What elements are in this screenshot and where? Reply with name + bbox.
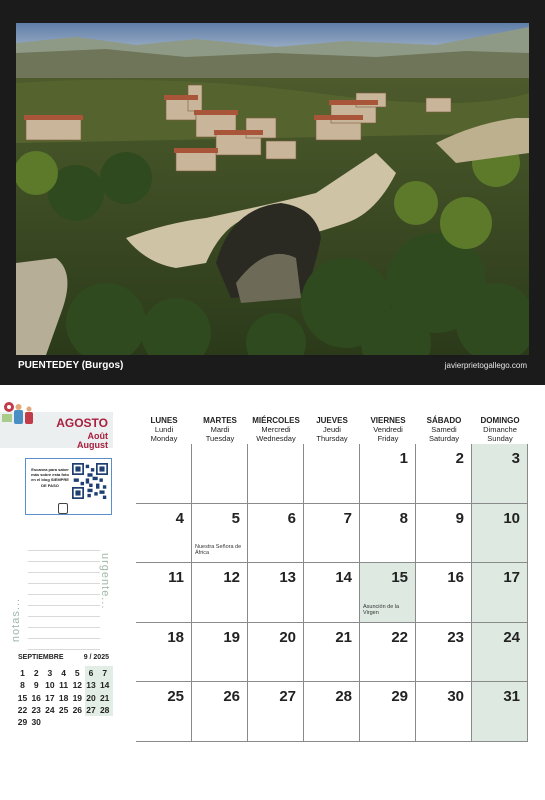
landscape-photo <box>16 23 529 355</box>
mini-calendar-day: 2 <box>33 668 39 678</box>
qr-instructions: Escanea para saber más sobre esta foto en el blog SIEMPRE DE PASO <box>31 467 69 488</box>
mini-calendar-day: 26 <box>72 704 83 715</box>
day-cell[interactable] <box>136 682 192 742</box>
month-name-es: AGOSTO <box>56 416 108 430</box>
day-cell[interactable] <box>472 623 528 683</box>
day-cell[interactable] <box>416 563 472 623</box>
day-number: 4 <box>175 509 184 527</box>
day-cell[interactable] <box>416 504 472 564</box>
day-number: 10 <box>503 509 520 527</box>
empty-day-cell <box>136 444 192 504</box>
day-cell[interactable] <box>360 563 416 623</box>
phone-icon <box>58 503 68 514</box>
mini-calendar-day: 12 <box>72 680 83 691</box>
day-number: 20 <box>279 628 296 646</box>
day-cell[interactable] <box>192 563 248 623</box>
day-number: 3 <box>511 450 520 467</box>
weekday-header <box>304 416 360 443</box>
day-number: 8 <box>399 509 408 527</box>
day-number: 16 <box>447 569 464 587</box>
day-cell[interactable] <box>416 682 472 742</box>
weekday-header <box>248 416 304 443</box>
empty-day-cell <box>248 444 304 504</box>
mini-calendar-day: 20 <box>86 692 96 703</box>
weekday-name-fr: Samedi <box>431 425 457 434</box>
day-number: 1 <box>399 450 408 467</box>
mini-calendar-day: 29 <box>17 717 28 728</box>
day-number: 2 <box>455 450 464 467</box>
qr-code-icon[interactable] <box>72 463 108 499</box>
mini-calendar-day: 24 <box>45 704 55 715</box>
weekday-name-es: MARTES <box>203 416 237 425</box>
day-cell[interactable] <box>136 563 192 623</box>
mini-calendar-day: 9 <box>33 680 39 691</box>
day-cell[interactable] <box>192 504 248 564</box>
day-cell[interactable] <box>136 623 192 683</box>
weekday-name-es: MIÉRCOLES <box>252 416 300 425</box>
mini-calendar-day: 18 <box>58 692 69 703</box>
weekday-name-fr: Dimanche <box>483 425 517 434</box>
mini-calendar-day: 1 <box>20 668 25 678</box>
mini-calendar-day: 7 <box>102 668 108 678</box>
mini-calendar-day: 19 <box>72 692 83 703</box>
mini-calendar-day: 22 <box>17 704 28 715</box>
weekday-name-en: Sunday <box>487 434 513 443</box>
day-cell[interactable] <box>192 623 248 683</box>
weekday-header <box>192 416 248 443</box>
mini-calendar-day: 14 <box>99 680 110 691</box>
day-event-note: Asunción de la Virgen <box>363 603 400 616</box>
day-cell[interactable] <box>360 504 416 564</box>
day-cell[interactable] <box>248 504 304 564</box>
mini-calendar-day: 3 <box>47 668 53 678</box>
day-cell[interactable] <box>136 504 192 564</box>
mini-calendar-day: 21 <box>99 692 110 703</box>
day-number: 29 <box>391 688 408 706</box>
weekday-name-en: Friday <box>377 434 399 443</box>
day-cell[interactable] <box>472 563 528 623</box>
weekday-name-fr: Jeudi <box>323 425 341 434</box>
day-cell[interactable] <box>304 563 360 623</box>
mini-calendar-day: 11 <box>59 680 69 691</box>
day-number: 31 <box>503 688 520 706</box>
photo-caption-place: PUENTEDEY (Burgos) <box>18 360 124 371</box>
day-number: 5 <box>231 509 240 527</box>
day-cell[interactable] <box>248 623 304 683</box>
weekday-name-es: SÁBADO <box>426 416 462 425</box>
weekday-name-fr: Mardi <box>210 425 230 434</box>
day-number: 19 <box>223 628 240 646</box>
day-number: 24 <box>503 628 520 646</box>
empty-day-cell <box>304 444 360 504</box>
notes-lines <box>28 540 100 650</box>
mini-calendar-day: 6 <box>88 668 94 678</box>
brand-logo-icon <box>0 398 40 434</box>
weekday-name-fr: Lundi <box>154 425 174 434</box>
weekday-header <box>472 416 528 443</box>
weekday-name-fr: Mercredi <box>261 425 291 434</box>
mini-calendar <box>16 668 113 730</box>
mini-calendar-day: 16 <box>31 692 41 703</box>
weekday-name-es: DOMINGO <box>480 416 520 425</box>
weekday-name-es: LUNES <box>150 416 178 425</box>
day-number: 6 <box>287 509 296 527</box>
day-cell[interactable] <box>248 563 304 623</box>
day-number: 12 <box>223 569 240 587</box>
mini-calendar-day: 4 <box>61 668 66 678</box>
day-number: 11 <box>168 569 184 587</box>
month-name-fr: Août <box>87 431 108 441</box>
day-event-note: Nuestra Señora de África <box>195 544 242 557</box>
day-cell[interactable] <box>360 623 416 683</box>
day-cell[interactable] <box>416 623 472 683</box>
day-number: 27 <box>279 688 296 706</box>
qr-code-card[interactable] <box>25 458 112 515</box>
mini-calendar-day: 5 <box>74 668 80 678</box>
day-number: 30 <box>447 688 464 706</box>
day-cell[interactable] <box>304 682 360 742</box>
weekday-header <box>136 416 192 443</box>
day-cell[interactable] <box>472 504 528 564</box>
mini-calendar-date: 9 / 2025 <box>83 654 109 661</box>
day-number: 25 <box>167 688 184 706</box>
weekday-name-en: Saturday <box>428 434 460 443</box>
mini-calendar-day: 17 <box>45 692 55 703</box>
day-number: 13 <box>279 569 296 587</box>
weekday-name-es: VIERNES <box>370 416 406 425</box>
calendar-grid <box>136 444 528 742</box>
mini-calendar-day: 23 <box>31 704 41 715</box>
day-number: 21 <box>335 628 352 646</box>
mini-calendar-day: 13 <box>86 680 96 691</box>
day-number: 23 <box>447 628 464 646</box>
month-name-en: August <box>77 440 108 450</box>
mini-calendar-day: 15 <box>17 692 28 703</box>
photo-caption-website[interactable]: javierprietogallego.com <box>444 361 527 370</box>
urgent-label: urgente... <box>99 553 111 610</box>
photo-band <box>0 0 545 385</box>
day-cell[interactable] <box>192 682 248 742</box>
empty-day-cell <box>192 444 248 504</box>
mini-calendar-day: 28 <box>99 704 110 715</box>
weekday-name-en: Monday <box>150 434 178 443</box>
day-number: 7 <box>343 509 352 527</box>
mini-calendar-month: SEPTIEMBRE <box>18 654 64 661</box>
day-number: 9 <box>455 509 464 527</box>
weekday-header <box>416 416 472 443</box>
weekday-name-en: Thursday <box>316 434 348 443</box>
day-number: 17 <box>503 569 520 587</box>
notes-label: notas... <box>10 598 22 643</box>
day-number: 14 <box>335 569 352 587</box>
mini-calendar-day: 8 <box>20 680 25 691</box>
day-number: 15 <box>391 569 408 587</box>
day-number: 26 <box>223 688 240 706</box>
weekday-name-en: Tuesday <box>205 434 235 443</box>
day-number: 18 <box>167 628 184 646</box>
day-cell[interactable] <box>304 623 360 683</box>
day-cell[interactable] <box>472 682 528 742</box>
day-cell[interactable] <box>304 504 360 564</box>
mini-calendar-day: 25 <box>58 704 69 715</box>
mini-calendar-day: 10 <box>45 680 55 691</box>
mini-calendar-day: 27 <box>86 704 96 715</box>
day-number: 22 <box>391 628 408 646</box>
weekday-name-fr: Vendredi <box>373 425 403 434</box>
day-cell[interactable] <box>248 682 304 742</box>
day-cell[interactable] <box>472 444 528 504</box>
day-number: 28 <box>335 688 352 706</box>
day-cell[interactable] <box>360 682 416 742</box>
weekday-header <box>360 416 416 443</box>
mini-calendar-day: 30 <box>31 717 41 728</box>
day-cell[interactable] <box>416 444 472 504</box>
day-cell[interactable] <box>360 444 416 504</box>
weekday-name-en: Wednesday <box>256 434 296 443</box>
weekday-name-es: JUEVES <box>316 416 348 425</box>
